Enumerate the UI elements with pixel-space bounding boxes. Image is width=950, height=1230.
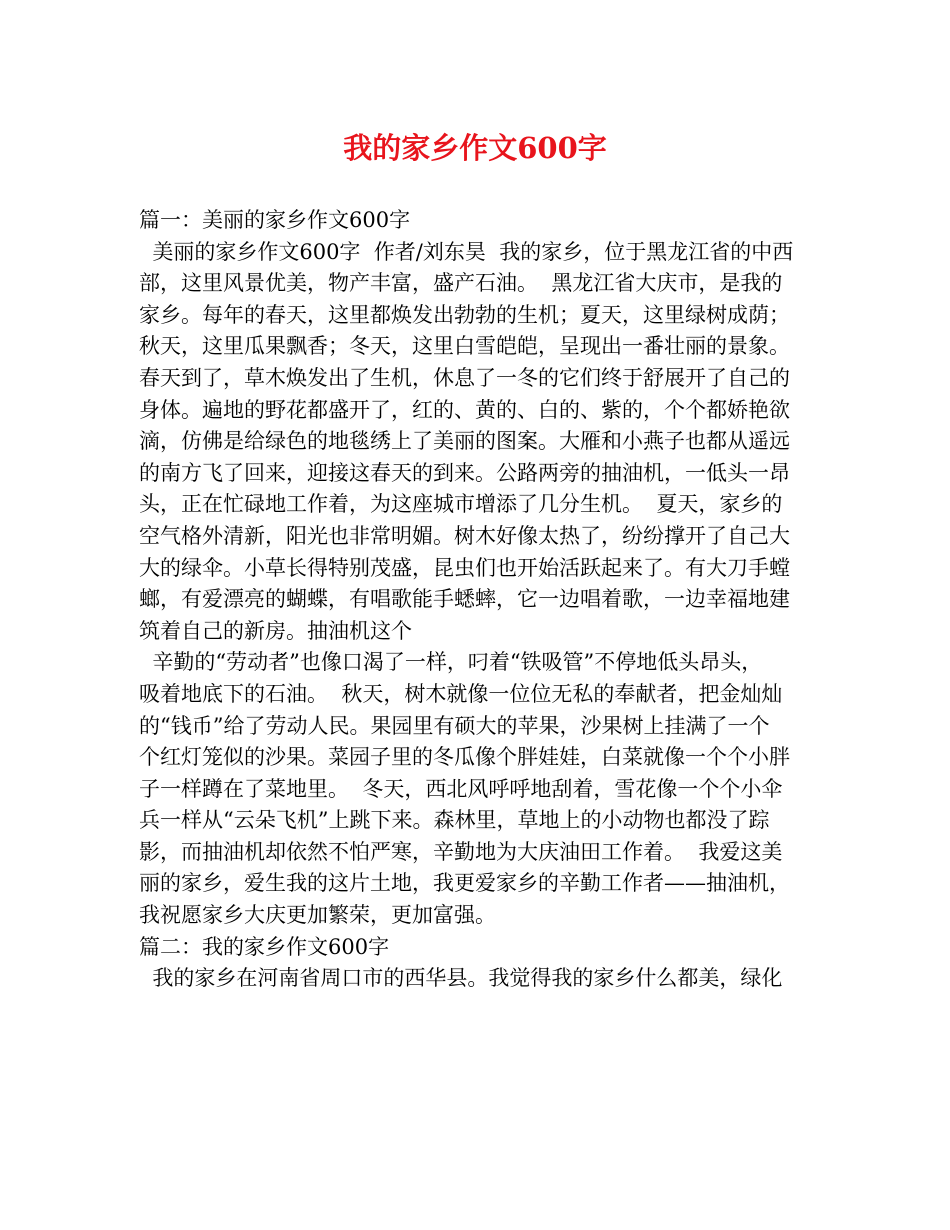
- text-line: 家乡。每年的春天，这里都焕发出勃勃的生机；夏天，这里绿树成荫；: [139, 302, 790, 327]
- text-line: 篇一：美丽的家乡作文600字: [139, 208, 411, 232]
- text-line: 影，而抽油机却依然不怕严寒，辛勤地为大庆油田工作着。 我爱这美: [139, 839, 783, 864]
- text-line: 子一样蹲在了菜地里。 冬天，西北风呼呼地刮着，雪花像一个个小伞: [139, 776, 783, 801]
- text-line: 身体。遍地的野花都盛开了，红的、黄的、白的、紫的，个个都娇艳欲: [139, 397, 790, 422]
- text-line: 大的绿伞。小草长得特别茂盛，昆虫们也开始活跃起来了。有大刀手螳: [139, 555, 790, 580]
- text-line: 部，这里风景优美，物产丰富，盛产石油。 黑龙江省大庆市，是我的: [139, 271, 783, 296]
- text-line: 篇二：我的家乡作文600字: [139, 934, 390, 959]
- text-line: 空气格外清新，阳光也非常明媚。树木好像太热了，纷纷撑开了自己大: [139, 523, 790, 548]
- text-line: 兵一样从“云朵飞机”上跳下来。森林里，草地上的小动物也都没了踪: [139, 808, 770, 833]
- document-body: [139, 205, 829, 995]
- text-line: 筑着自己的新房。抽油机这个: [139, 618, 412, 643]
- text-line: 我的家乡在河南省周口市的西华县。我觉得我的家乡什么都美，绿化: [139, 966, 783, 991]
- text-line: 丽的家乡，爱生我的这片土地，我更爱家乡的辛勤工作者——抽油机，: [139, 871, 790, 896]
- document-title: 我的家乡作文600字: [343, 131, 607, 165]
- text-line: 滴，仿佛是给绿色的地毯绣上了美丽的图案。大雁和小燕子也都从遥远: [139, 429, 790, 454]
- text-line: 吸着地底下的石油。 秋天，树木就像一位位无私的奉献者，把金灿灿: [139, 681, 783, 706]
- text-line: 的“钱币”给了劳动人民。果园里有硕大的苹果，沙果树上挂满了一个: [139, 713, 770, 738]
- text-line: 我祝愿家乡大庆更加繁荣，更加富强。: [139, 903, 496, 928]
- text-line: 螂，有爱漂亮的蝴蝶，有唱歌能手蟋蟀，它一边唱着歌，一边幸福地建: [139, 587, 790, 612]
- text-line: 个红灯笼似的沙果。菜园子里的冬瓜像个胖娃娃，白菜就像一个个小胖: [139, 745, 790, 770]
- text-line: 秋天，这里瓜果飘香；冬天，这里白雪皑皑，呈现出一番壮丽的景象。: [139, 334, 790, 359]
- text-line: 美丽的家乡作文600字 作者/刘东昊 我的家乡，位于黑龙江省的中西: [139, 239, 794, 264]
- text-line: 头，正在忙碌地工作着，为这座城市增添了几分生机。 夏天，家乡的: [139, 492, 783, 517]
- text-line: 的南方飞了回来，迎接这春天的到来。公路两旁的抽油机，一低头一昂: [139, 460, 790, 485]
- text-line: 辛勤的“劳动者”也像口渴了一样，叼着“铁吸管”不停地低头昂头，: [139, 650, 763, 675]
- text-line: 春天到了，草木焕发出了生机，休息了一冬的它们终于舒展开了自己的: [139, 365, 790, 390]
